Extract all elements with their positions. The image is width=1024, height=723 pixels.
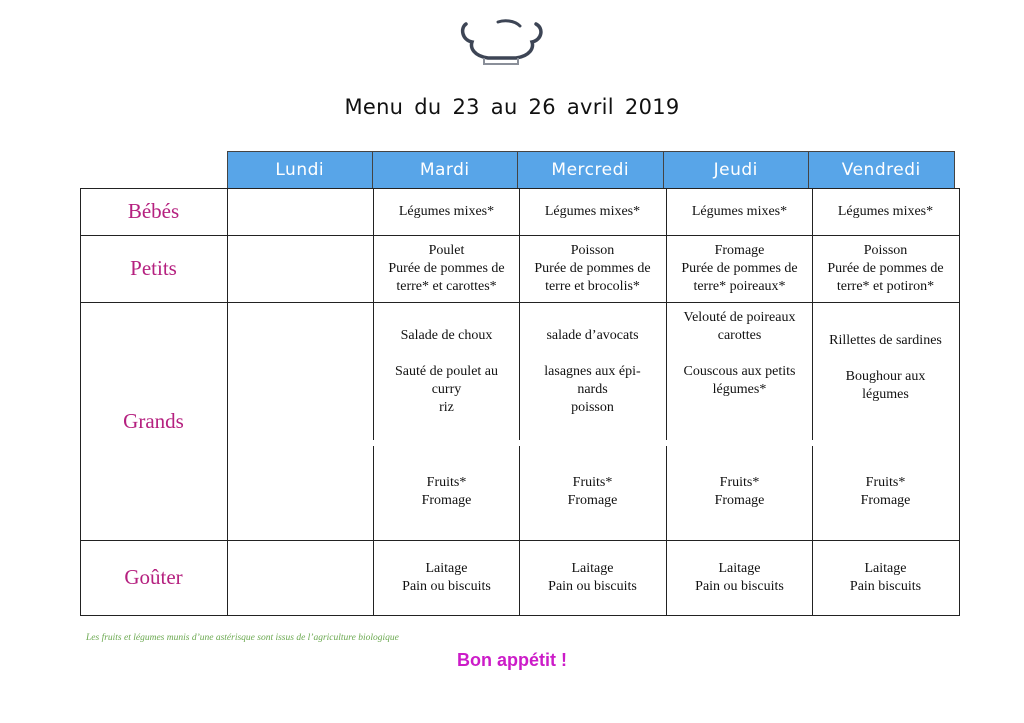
day-header-lundi: Lundi — [227, 151, 373, 188]
day-header-vendredi: Vendredi — [809, 151, 955, 188]
cell-bebes-vendredi: Légumes mixes* — [837, 203, 934, 219]
row-label-bebes: Bébés — [127, 199, 180, 223]
cell-gouter-mardi: Laitage Pain ou biscuits — [402, 561, 491, 594]
cell-grands-main-mardi: Salade de choux Sauté de poulet au curry riz — [394, 328, 499, 415]
cell-gouter-vendredi: Laitage Pain biscuits — [849, 561, 922, 594]
cell-gouter-jeudi: Laitage Pain ou biscuits — [695, 561, 784, 594]
cell-bebes-jeudi: Légumes mixes* — [691, 203, 788, 219]
day-header-mercredi: Mercredi — [518, 151, 664, 188]
cell-petits-vendredi: Poisson Purée de pommes de terre* et potiron* — [827, 242, 944, 294]
cell-grands-main-vendredi: Rillettes de sardines Boughour aux légumes — [829, 333, 942, 402]
page-title: Menu du 23 au 26 avril 2019 — [344, 95, 680, 119]
organic-footnote: Les fruits et légumes munis d’une astérisque sont issus de l’agriculture biologique — [86, 633, 399, 643]
cell-grands-dessert-mercredi: Fruits* Fromage — [567, 475, 618, 508]
cell-grands-main-jeudi: Velouté de poireaux carottes Couscous aux petits légumes* — [683, 310, 796, 397]
day-header-mardi: Mardi — [373, 151, 519, 188]
row-label-grands: Grands — [123, 408, 184, 433]
row-label-petits: Petits — [130, 256, 177, 280]
cell-grands-dessert-vendredi: Fruits* Fromage — [860, 475, 911, 508]
menu-table — [80, 188, 960, 616]
cell-petits-mardi: Poulet Purée de pommes de terre* et carottes* — [388, 242, 505, 294]
cell-petits-mercredi: Poisson Purée de pommes de terre et brocolis* — [534, 242, 651, 294]
chef-hat-icon — [458, 18, 544, 66]
cell-gouter-mercredi: Laitage Pain ou biscuits — [548, 561, 637, 594]
day-header-row — [227, 151, 955, 188]
cell-bebes-mardi: Légumes mixes* — [398, 203, 495, 219]
closing-message: Bon appétit ! — [457, 650, 567, 670]
cell-bebes-mercredi: Légumes mixes* — [544, 203, 641, 219]
cell-grands-dessert-mardi: Fruits* Fromage — [421, 475, 472, 508]
day-header-jeudi: Jeudi — [664, 151, 810, 188]
cell-grands-dessert-jeudi: Fruits* Fromage — [714, 475, 765, 508]
row-label-gouter: Goûter — [124, 565, 183, 589]
cell-grands-main-mercredi: salade d’avocats lasagnes aux épi- nards poisson — [544, 328, 641, 415]
cell-petits-jeudi: Fromage Purée de pommes de terre* poireaux* — [681, 242, 798, 294]
